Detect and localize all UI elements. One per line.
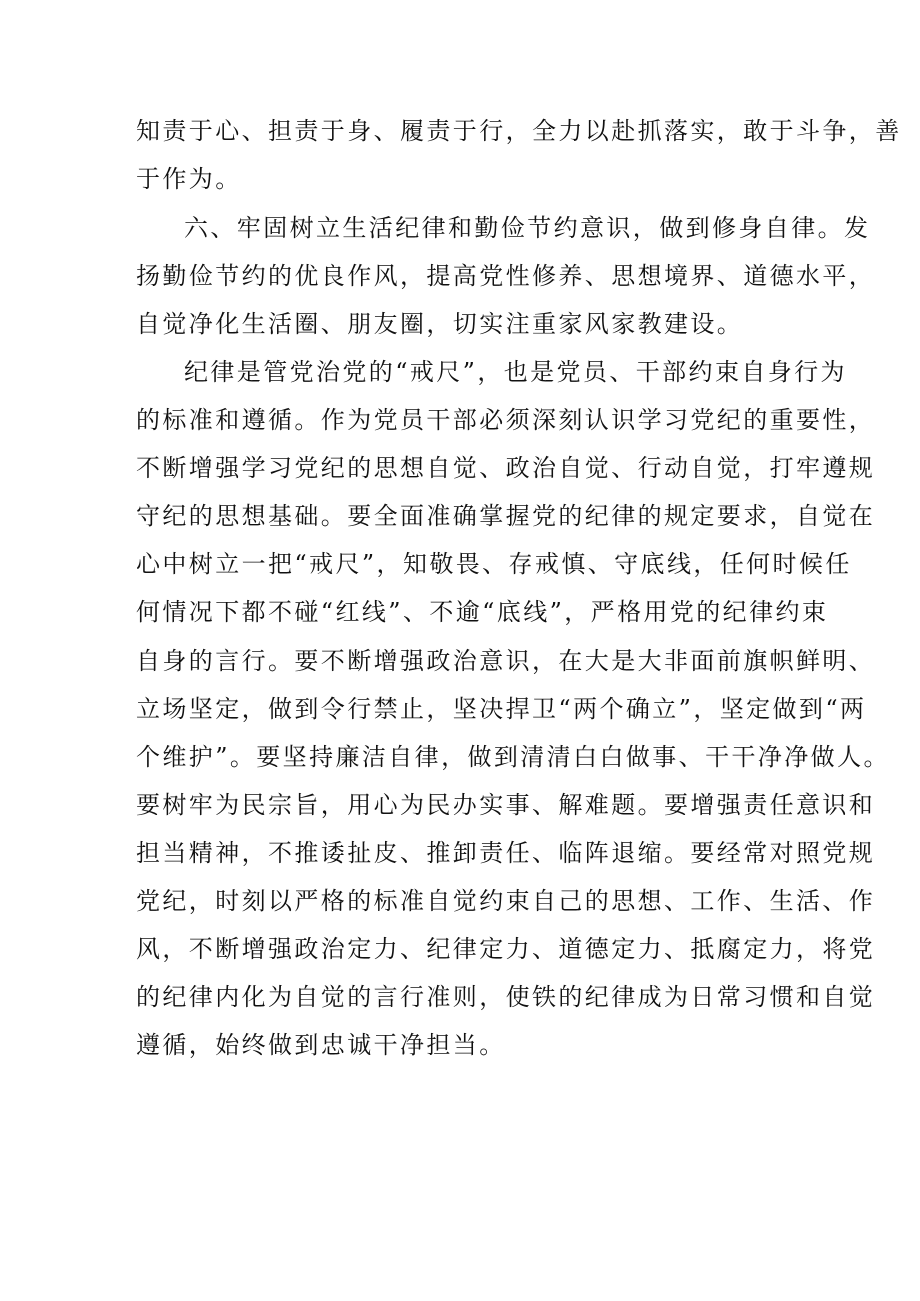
text-line: 于作为。 <box>136 165 242 193</box>
text-line: 遵循，始终做到忠诚干净担当。 <box>136 1031 506 1059</box>
text-line: 的标准和遵循。作为党员干部必须深刻认识学习党纪的重要性， <box>136 406 876 434</box>
paragraph-heading-line: 六、牢固树立生活纪律和勤俭节约意识，做到修身自律。发 <box>184 214 871 242</box>
text-line: 知责于心、担责于身、履责于行，全力以赴抓落实，敢于斗争，善 <box>136 117 902 145</box>
text-line: 要树牢为民宗旨，用心为民办实事、解难题。要增强责任意识和 <box>136 791 876 819</box>
text-line: 心中树立一把“戒尺”，知敬畏、存戒慎、守底线，任何时候任 <box>136 550 852 578</box>
text-line: 立场坚定，做到令行禁止，坚决捍卫“两个确立”，坚定做到“两 <box>136 695 867 723</box>
text-line: 自觉净化生活圈、朋友圈，切实注重家风家教建设。 <box>136 310 744 338</box>
text-line: 自身的言行。要不断增强政治意识，在大是大非面前旗帜鲜明、 <box>136 647 876 675</box>
paragraph-start-line: 纪律是管党治党的“戒尺”，也是党员、干部约束自身行为 <box>184 358 847 386</box>
text-line: 不断增强学习党纪的思想自觉、政治自觉、行动自觉，打牢遵规 <box>136 454 876 482</box>
text-line: 风，不断增强政治定力、纪律定力、道德定力、抵腐定力，将党 <box>136 935 876 963</box>
text-line: 担当精神，不推诿扯皮、推卸责任、临阵退缩。要经常对照党规 <box>136 839 876 867</box>
text-line: 守纪的思想基础。要全面准确掌握党的纪律的规定要求，自觉在 <box>136 502 876 530</box>
text-line: 何情况下都不碰“红线”、不逾“底线”，严格用党的纪律约束 <box>136 598 829 626</box>
text-line: 个维护”。要坚持廉洁自律，做到清清白白做事、干干净净做人。 <box>136 743 890 771</box>
text-line: 党纪，时刻以严格的标准自觉约束自己的思想、工作、生活、作 <box>136 887 876 915</box>
text-line: 的纪律内化为自觉的言行准则，使铁的纪律成为日常习惯和自觉 <box>136 983 876 1011</box>
text-line: 扬勤俭节约的优良作风，提高党性修养、思想境界、道德水平， <box>136 262 876 290</box>
